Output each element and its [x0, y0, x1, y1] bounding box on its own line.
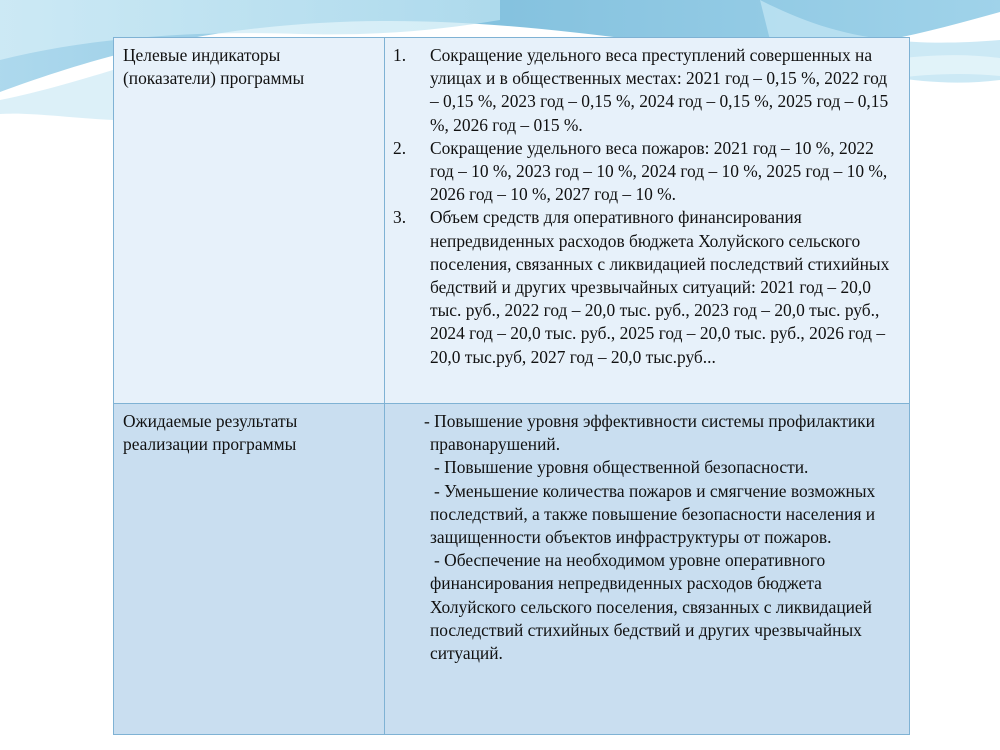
table-row-indicators: [114, 38, 910, 404]
result-item-4: - Обеспечение на необходимом уровне оперативного финансирования непредвиденных расходов бюджета Холуйского сельского поселения, связанных с ликвидацией последствий стихийных бедствий и других чрезвычайных ситуаций.: [430, 550, 872, 664]
indicator-item-1: [393, 44, 899, 137]
result-item-3: - Уменьшение количества пожаров и смягчение возможных последствий, а также повышение безопасности населения и защищенности объектов инфраструктуры от пожаров.: [430, 480, 876, 548]
indicator-item-2: [393, 137, 899, 207]
indicator-text: Сокращение удельного веса пожаров: 2021 год – 10 %, 2022 год – 10 %, 2023 год – 10 %, 2024 год – 10 %, 2025 год – 10 %, 2026 год – 10 %, 2027 год – 10 %.: [430, 137, 888, 205]
indicator-item-3: [393, 206, 899, 368]
indicator-number: 1.: [393, 45, 407, 65]
indicator-number: 2.: [393, 137, 407, 158]
results-label-cell: [114, 404, 385, 735]
results-label: Ожидаемые результаты реализации программы: [123, 411, 298, 455]
indicator-text: Сокращение удельного веса преступлений совершенных на улицах и в общественных местах: 2021 год – 0,15 %, 2022 год – 0,15 %, 2023 год – 0,15 %, 2024 год – 0,15 %, 2025 год – 0,15 %, 2026 год – 015 %.: [430, 45, 889, 135]
indicators-list: [393, 44, 899, 369]
indicator-number: 3.: [393, 207, 407, 228]
result-item-2: - Повышение уровня общественной безопасности.: [434, 457, 809, 478]
indicators-label: Целевые индикаторы (показатели) программы: [123, 45, 305, 89]
indicators-label-cell: [114, 38, 385, 404]
program-indicators-table: [113, 37, 910, 735]
results-content-cell: [385, 404, 910, 735]
indicator-text: Объем средств для оперативного финансирования непредвиденных расходов бюджета Холуйского сельского поселения, связанных с ликвидацией последствий стихийных бедствий и других чрезвычайных ситуаций: 2021 год – 20,0 тыс. руб., 2022 год – 20,0 тыс. руб., 2023 год – 20,0 тыс. руб., 2024 год – 20,0 тыс. руб., 2025 год – 20,0 тыс. руб., 2026 год – 20,0 тыс.руб, 2027 год – 20,0 тыс.руб...: [430, 207, 890, 367]
indicators-content-cell: [385, 38, 910, 404]
table-row-results: [114, 404, 910, 735]
result-item-1: - Повышение уровня эффективности системы профилактики правонарушений.: [424, 411, 875, 455]
